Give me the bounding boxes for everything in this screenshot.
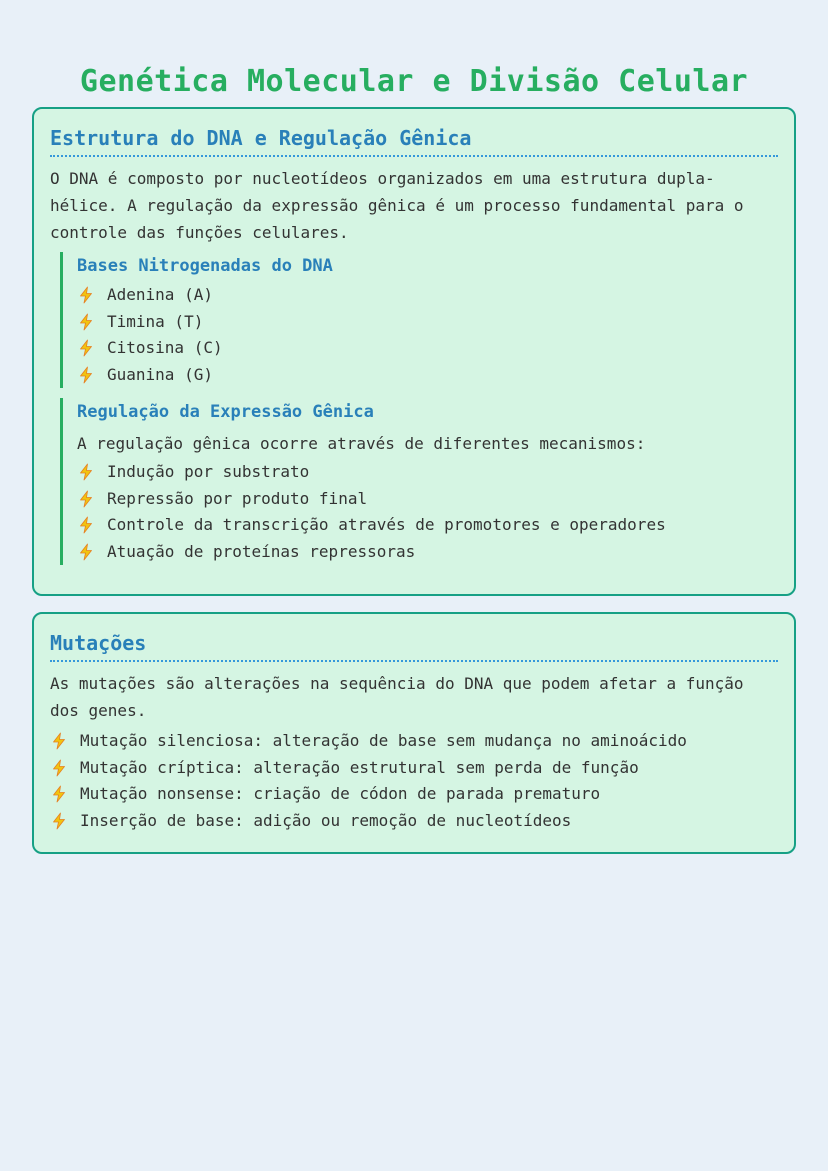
list-item-text: Adenina (A): [107, 285, 213, 304]
lightning-bolt-icon: [50, 812, 68, 830]
list-item: [77, 512, 778, 539]
lightning-bolt-icon: [77, 516, 95, 534]
gene-regulation-subsection: [60, 398, 778, 565]
lightning-bolt-icon: [77, 339, 95, 357]
subsection-intro: A regulação gênica ocorre através de diferentes mecanismos:: [77, 434, 646, 453]
list-item-text: Atuação de proteínas repressoras: [107, 541, 416, 561]
regulation-list: [77, 459, 778, 565]
subsection-title: Bases Nitrogenadas do DNA: [77, 256, 333, 276]
section-intro: As mutações são alterações na sequência do DNA que podem afetar a função dos genes.: [50, 674, 744, 720]
section-title: Mutações: [50, 628, 778, 662]
list-item: [50, 808, 778, 835]
list-item-text: Mutação silenciosa: alteração de base sem mudança no aminoácido: [80, 731, 687, 750]
subsection-title: Regulação da Expressão Gênica: [77, 402, 374, 422]
lightning-bolt-icon: [77, 286, 95, 304]
list-item-text: Indução por substrato: [107, 462, 310, 481]
nitrogenous-bases-subsection: [60, 252, 778, 388]
list-item: [77, 335, 778, 362]
list-item-text: Repressão por produto final: [107, 488, 368, 508]
lightning-bolt-icon: [77, 543, 95, 561]
list-item-text: Inserção de base: adição ou remoção de nucleotídeos: [80, 810, 572, 830]
lightning-bolt-icon: [50, 785, 68, 803]
list-item: [77, 309, 778, 336]
mutations-section: [32, 612, 796, 854]
list-item: [50, 781, 778, 808]
list-item: [77, 362, 778, 389]
list-item-text: Controle da transcrição através de promotores e operadores: [107, 515, 666, 534]
lightning-bolt-icon: [77, 313, 95, 331]
list-item-text: Timina (T): [107, 311, 204, 331]
bases-list: [77, 282, 778, 388]
list-item-text: Guanina (G): [107, 364, 213, 384]
mutations-list: [50, 728, 778, 834]
list-item-text: Mutação nonsense: criação de códon de parada prematuro: [80, 784, 601, 803]
list-item: [50, 755, 778, 782]
lightning-bolt-icon: [77, 366, 95, 384]
list-item-text: Mutação críptica: alteração estrutural sem perda de função: [80, 757, 639, 777]
section-intro: O DNA é composto por nucleotídeos organizados em uma estrutura dupla-hélice. A regulação da expressão gênica é um processo fundamental para o controle das funções celulares.: [50, 169, 744, 242]
dna-structure-section: [32, 107, 796, 596]
list-item: [77, 282, 778, 309]
list-item: [77, 486, 778, 513]
list-item: [77, 539, 778, 566]
lightning-bolt-icon: [50, 759, 68, 777]
list-item: [50, 728, 778, 755]
lightning-bolt-icon: [50, 732, 68, 750]
list-item: [77, 459, 778, 486]
list-item-text: Citosina (C): [107, 338, 223, 357]
page-title: Genética Molecular e Divisão Celular: [79, 64, 749, 100]
section-title: Estrutura do DNA e Regulação Gênica: [50, 123, 778, 157]
lightning-bolt-icon: [77, 490, 95, 508]
lightning-bolt-icon: [77, 463, 95, 481]
